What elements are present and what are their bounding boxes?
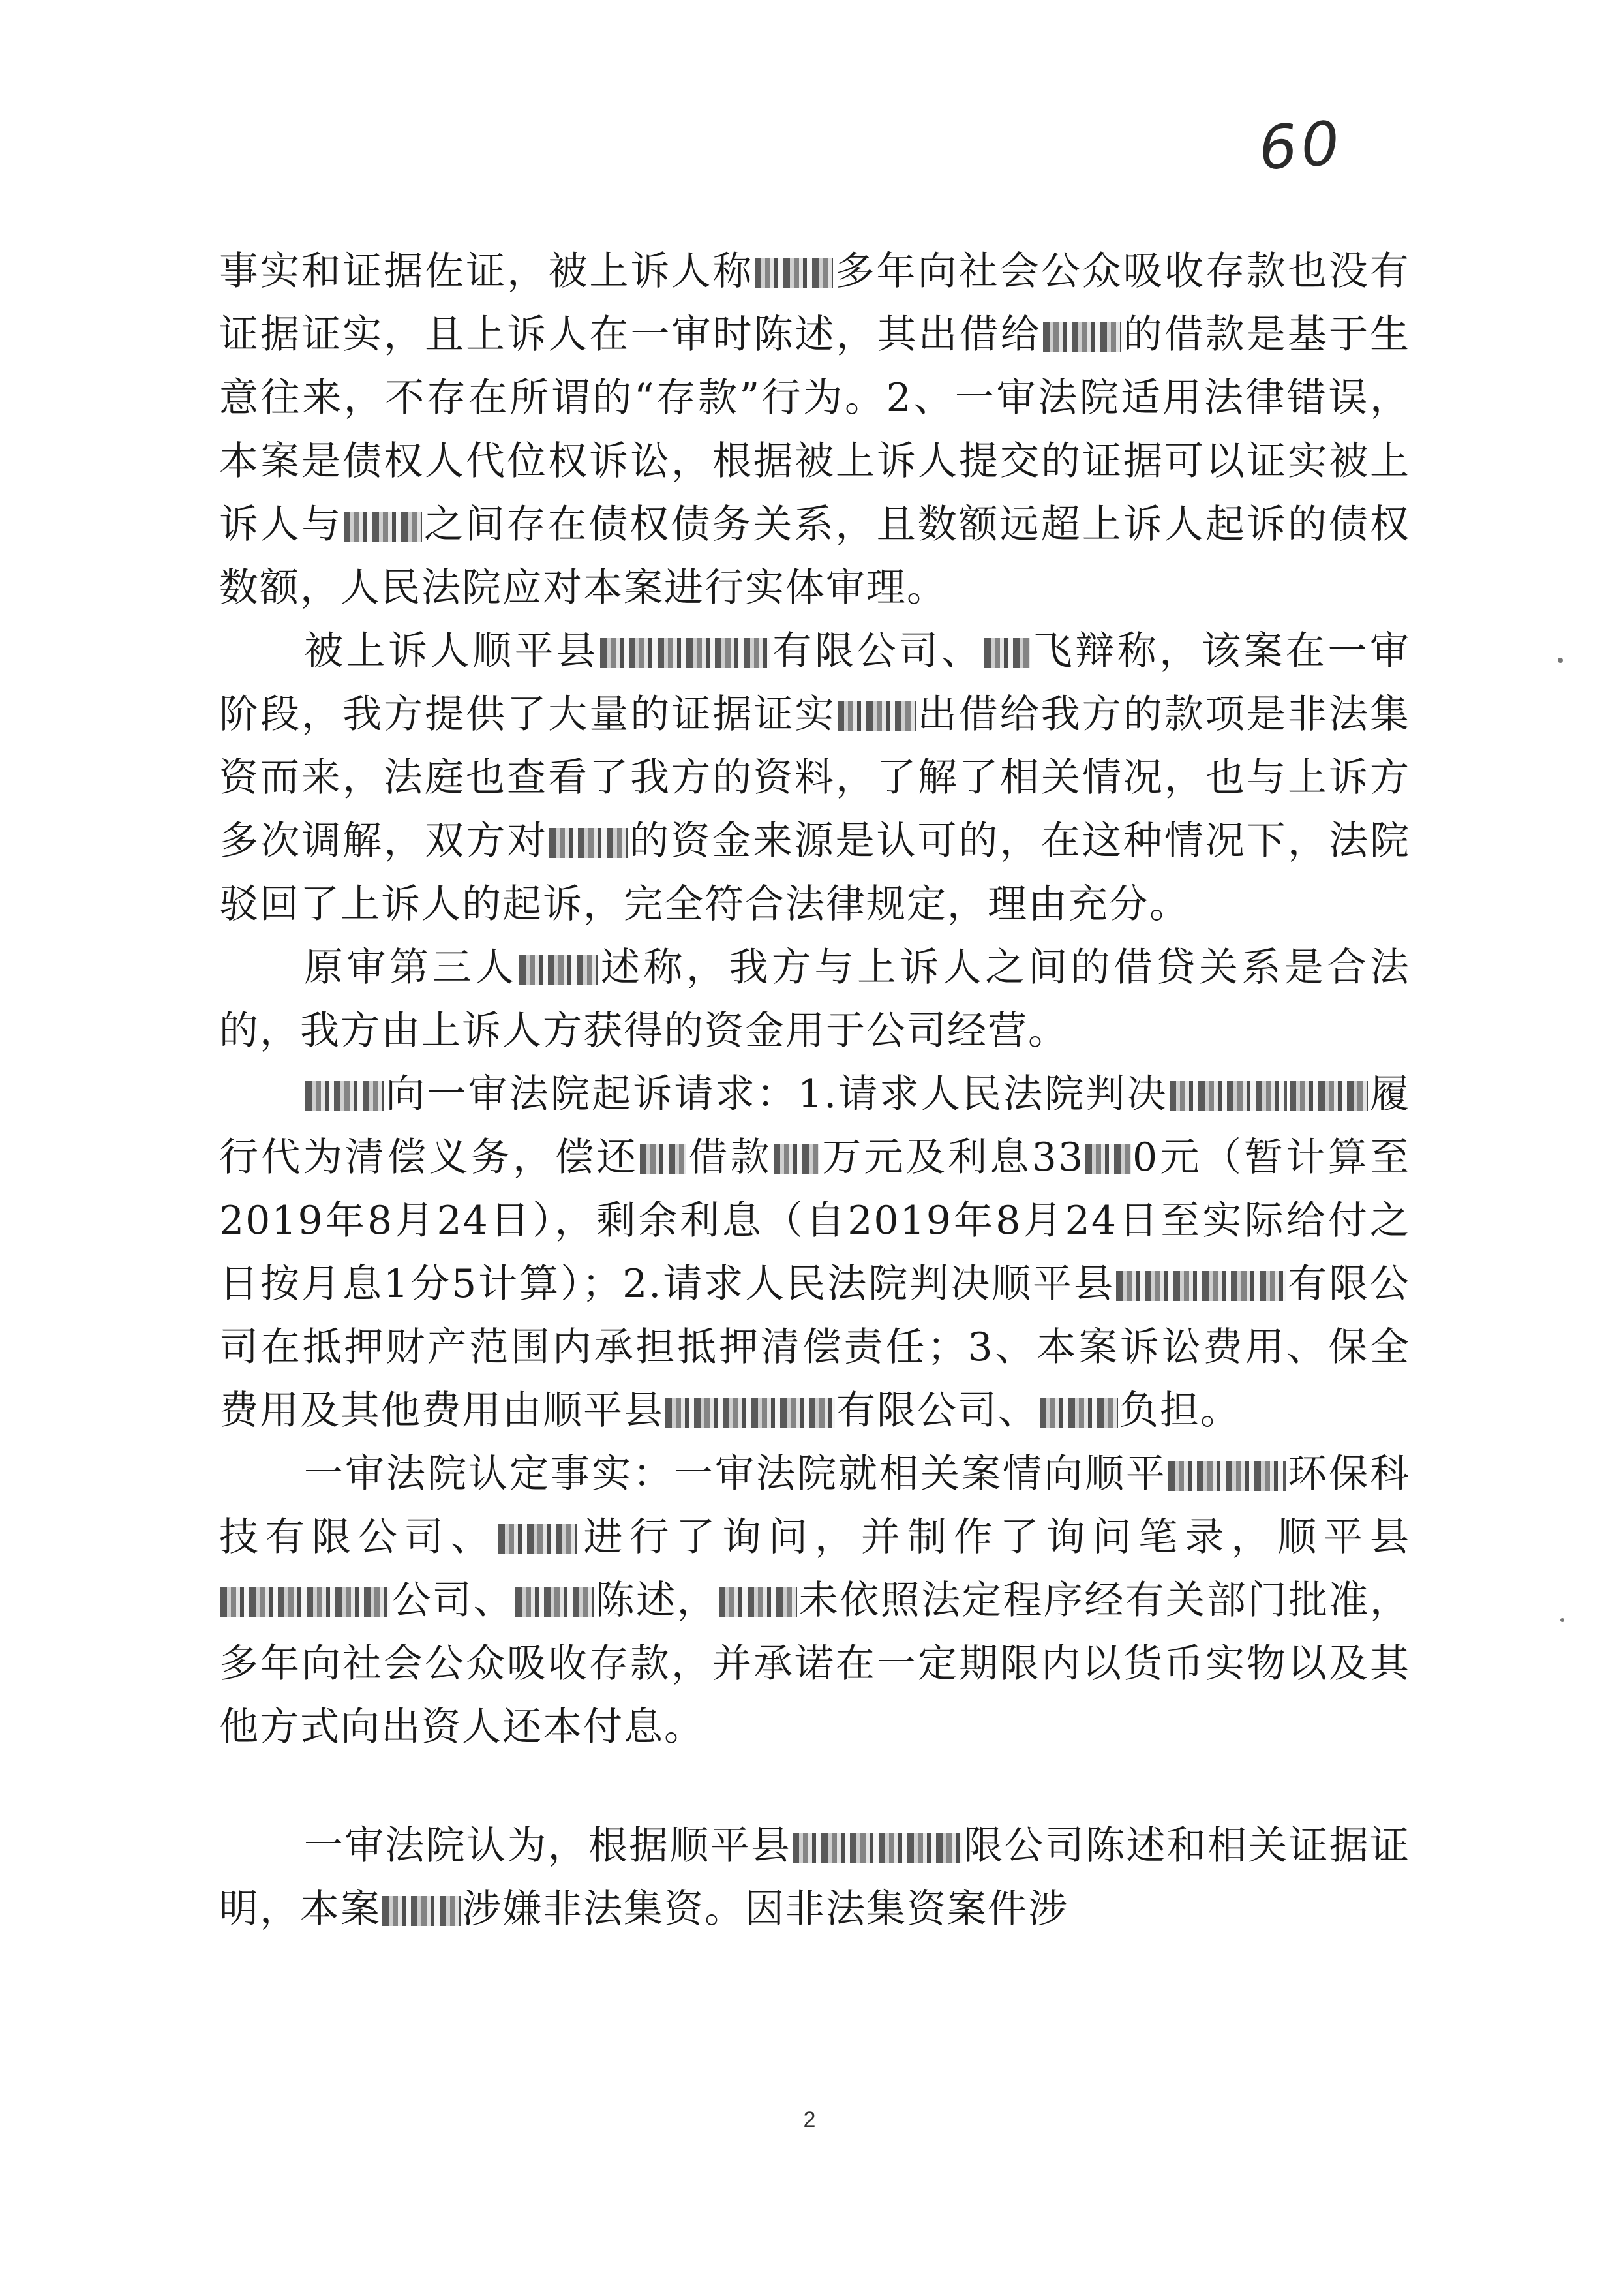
redaction-mosaic (793, 1833, 962, 1863)
text-segment: 未依照法定程序经有关部门批准，多年向社会公众吸收存款，并承诺在一定期限内以货币实物以及其他方式向出资人还本付息。 (219, 1578, 1411, 1750)
text-segment: 涉嫌非法集资。因非法集资案件涉 (462, 1886, 1068, 1932)
redaction-mosaic (600, 638, 770, 668)
text-segment: 有限公司、 (770, 628, 984, 674)
redaction-mosaic (382, 1896, 461, 1926)
text-segment: 陈述， (595, 1578, 718, 1623)
text-segment: 万元及利息33 (820, 1135, 1085, 1180)
text-segment: 0元（暂计算至2019年8月24日），剩余利息（自2019年8月24日至实际给付之日按月息1分5计算）；2.请求人民法院判决顺平县 (219, 1135, 1410, 1307)
paragraph (219, 1443, 1410, 1759)
text-segment: 被上诉人顺平县 (304, 628, 599, 674)
redaction-mosaic (1170, 1081, 1287, 1111)
redaction-mosaic (1040, 1398, 1118, 1428)
text-segment: 借款 (686, 1135, 772, 1180)
paragraph-gap (219, 1759, 1410, 1814)
redaction-mosaic (519, 955, 598, 985)
redaction-mosaic (1043, 322, 1121, 352)
text-segment: 述称，我方与上诉人之间的借贷关系是合法的，我方由上诉人方获得的资金用于公司经营。 (219, 945, 1410, 1054)
paragraph (219, 936, 1410, 1063)
paragraph (219, 620, 1410, 936)
handwritten-page-mark: 60 (1256, 108, 1346, 184)
text-segment: 公司、 (391, 1578, 515, 1623)
redaction-mosaic (838, 701, 916, 731)
document-body (219, 240, 1410, 1941)
text-segment: 原审第三人 (304, 945, 518, 990)
redaction-mosaic (774, 1144, 819, 1174)
redaction-mosaic (1168, 1461, 1286, 1491)
page-number: 2 (803, 2107, 816, 2132)
redaction-mosaic (344, 512, 422, 542)
text-segment: 事实和证据佐证，被上诉人称 (219, 249, 754, 294)
redaction-mosaic (305, 1081, 384, 1111)
text-segment: 环保科技有限公司、 (219, 1451, 1410, 1560)
redaction-mosaic (1116, 1271, 1286, 1301)
text-segment: 多年向社会公众吸收存款也没有证据证实，且上诉人在一审时陈述，其出借给 (219, 249, 1411, 358)
redaction-mosaic (984, 638, 1030, 668)
paragraph (219, 1814, 1410, 1941)
text-segment: 的资金来源是认可的，在这种情况下，法院驳回了上诉人的起诉，完全符合法律规定，理由充分。 (219, 818, 1410, 927)
redaction-mosaic (1290, 1081, 1368, 1111)
redaction-mosaic (640, 1144, 686, 1174)
redaction-mosaic (665, 1398, 835, 1428)
text-segment: 有限公司在抵押财产范围内承担抵押清偿责任；3、本案诉讼费用、保全费用及其他费用由顺平县 (219, 1261, 1411, 1433)
text-segment: 之间存在债权债务关系，且数额远超上诉人起诉的债权数额，人民法院应对本案进行实体审理。 (219, 502, 1411, 611)
redaction-mosaic (719, 1587, 797, 1617)
text-segment: 向一审法院起诉请求：1.请求人民法院判决 (385, 1071, 1168, 1117)
text-segment: 有限公司、 (836, 1388, 1038, 1433)
paragraph (219, 240, 1410, 620)
text-segment: 负担。 (1119, 1388, 1241, 1433)
text-segment: 限公司陈述和相关证据证明，本案 (219, 1823, 1411, 1932)
text-segment: 飞辩称，该案在一审阶段，我方提供了大量的证据证实 (219, 628, 1411, 737)
text-segment: 进行了询问，并制作了询问笔录，顺平县 (577, 1514, 1410, 1560)
scan-speck (1558, 658, 1563, 663)
redaction-mosaic (220, 1587, 390, 1617)
text-segment: 的借款是基于生意往来，不存在所谓的“存款”行为。2、一审法院适用法律错误，本案是债权人代位权诉讼，根据被上诉人提交的证据可以证实被上诉人与 (219, 312, 1411, 547)
text-segment: 一审法院认定事实：一审法院就相关案情向顺平 (304, 1451, 1167, 1497)
redaction-mosaic (498, 1524, 577, 1554)
text-segment: 履行代为清偿义务，偿还 (219, 1071, 1411, 1180)
redaction-mosaic (549, 828, 628, 858)
redaction-mosaic (755, 258, 833, 288)
redaction-mosaic (515, 1587, 594, 1617)
text-segment: 出借给我方的款项是非法集资而来，法庭也查看了我方的资料，了解了相关情况，也与上诉方多次调解，双方对 (219, 692, 1411, 864)
scan-speck (1560, 1618, 1564, 1622)
text-segment: 一审法院认为，根据顺平县 (304, 1823, 792, 1869)
redaction-mosaic (1085, 1144, 1131, 1174)
paragraph (219, 1063, 1410, 1443)
